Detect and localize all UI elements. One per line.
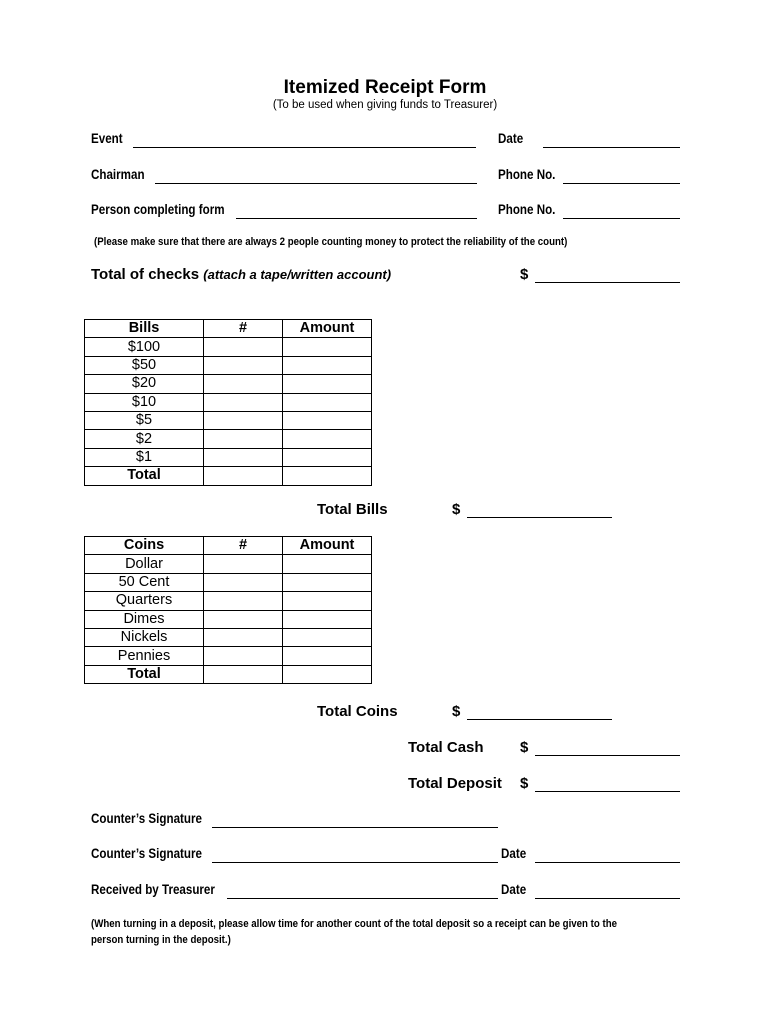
event-field[interactable]: [133, 147, 476, 148]
counter-signature-field-1[interactable]: [212, 827, 498, 828]
counter-date-field[interactable]: [535, 862, 680, 863]
coin-type: Dollar: [85, 555, 204, 573]
phone-label-2: Phone No.: [498, 202, 556, 217]
person-completing-field[interactable]: [236, 218, 477, 219]
bill-count-cell[interactable]: [204, 430, 283, 448]
bills-total-amount-cell[interactable]: [283, 467, 372, 485]
table-row: [85, 356, 372, 374]
bill-denomination: $10: [85, 393, 204, 411]
checks-total-label: [91, 266, 391, 283]
total-deposit-currency: $: [520, 775, 529, 792]
table-row: [85, 393, 372, 411]
deposit-note-line-1: (When turning in a deposit, please allow time for another count of the total deposit so a receipt can be given to the: [91, 918, 618, 930]
coin-count-cell[interactable]: [204, 573, 283, 591]
checks-total-field[interactable]: [535, 282, 680, 283]
event-label: Event: [91, 131, 123, 146]
bill-denomination: $50: [85, 356, 204, 374]
coins-total-amount-cell[interactable]: [283, 665, 372, 683]
table-row: [85, 647, 372, 665]
coin-count-cell[interactable]: [204, 628, 283, 646]
coin-amount-cell[interactable]: [283, 647, 372, 665]
coins-total-row: [85, 665, 372, 683]
bill-amount-cell[interactable]: [283, 375, 372, 393]
coins-total-count-cell[interactable]: [204, 665, 283, 683]
table-row: [85, 338, 372, 356]
bills-table: [84, 319, 372, 486]
total-bills-field[interactable]: [467, 517, 612, 518]
bill-count-cell[interactable]: [204, 411, 283, 429]
total-cash-currency: $: [520, 739, 529, 756]
bill-amount-cell[interactable]: [283, 430, 372, 448]
date-field[interactable]: [543, 147, 680, 148]
bills-header-row: [85, 320, 372, 338]
phone-field-2[interactable]: [563, 218, 680, 219]
coins-count-header: #: [204, 537, 283, 555]
bills-total-label: Total: [85, 467, 204, 485]
counter-signature-field-2[interactable]: [212, 862, 498, 863]
coin-amount-cell[interactable]: [283, 592, 372, 610]
bill-count-cell[interactable]: [204, 375, 283, 393]
date-label: Date: [498, 131, 524, 146]
bill-denomination: $1: [85, 448, 204, 466]
counter-signature-label-2: Counter’s Signature: [91, 846, 202, 861]
table-row: [85, 610, 372, 628]
table-row: [85, 411, 372, 429]
checks-label-text: Total of checks: [91, 266, 200, 283]
coin-amount-cell[interactable]: [283, 610, 372, 628]
form-title: Itemized Receipt Form: [283, 77, 487, 98]
coin-count-cell[interactable]: [204, 610, 283, 628]
person-completing-label: Person completing form: [91, 202, 225, 217]
coin-amount-cell[interactable]: [283, 573, 372, 591]
chairman-label: Chairman: [91, 167, 145, 182]
bill-amount-cell[interactable]: [283, 393, 372, 411]
coin-amount-cell[interactable]: [283, 555, 372, 573]
coins-table: [84, 536, 372, 684]
total-deposit-label: Total Deposit: [408, 775, 502, 792]
table-row: [85, 592, 372, 610]
bills-header: Bills: [85, 320, 204, 338]
table-row: [85, 430, 372, 448]
bill-count-cell[interactable]: [204, 356, 283, 374]
checks-currency: $: [520, 266, 529, 283]
coin-type: Pennies: [85, 647, 204, 665]
bill-count-cell[interactable]: [204, 393, 283, 411]
table-row: [85, 573, 372, 591]
coins-total-label: Total: [85, 665, 204, 683]
bill-denomination: $20: [85, 375, 204, 393]
coin-count-cell[interactable]: [204, 555, 283, 573]
received-by-treasurer-label: Received by Treasurer: [91, 882, 215, 897]
coin-count-cell[interactable]: [204, 592, 283, 610]
coin-count-cell[interactable]: [204, 647, 283, 665]
counter-date-label: Date: [501, 846, 527, 861]
total-deposit-field[interactable]: [535, 791, 680, 792]
phone-field[interactable]: [563, 183, 680, 184]
bills-amount-header: Amount: [283, 320, 372, 338]
coin-type: Nickels: [85, 628, 204, 646]
counting-note: (Please make sure that there are always 2 people counting money to protect the reliability of the count): [94, 236, 568, 248]
bill-amount-cell[interactable]: [283, 411, 372, 429]
coin-amount-cell[interactable]: [283, 628, 372, 646]
bill-amount-cell[interactable]: [283, 338, 372, 356]
bills-total-row: [85, 467, 372, 485]
received-by-treasurer-field[interactable]: [227, 898, 498, 899]
checks-hint: (attach a tape/written account): [203, 267, 392, 282]
bill-denomination: $2: [85, 430, 204, 448]
total-coins-currency: $: [452, 703, 461, 720]
bill-denomination: $100: [85, 338, 204, 356]
table-row: [85, 448, 372, 466]
total-coins-label: Total Coins: [317, 703, 398, 720]
bill-amount-cell[interactable]: [283, 356, 372, 374]
treasurer-date-label: Date: [501, 882, 527, 897]
total-cash-label: Total Cash: [408, 739, 484, 756]
chairman-field[interactable]: [155, 183, 477, 184]
deposit-note-line-2: person turning in the deposit.): [91, 934, 231, 946]
phone-label: Phone No.: [498, 167, 556, 182]
coins-amount-header: Amount: [283, 537, 372, 555]
total-bills-label: Total Bills: [317, 501, 388, 518]
bill-denomination: $5: [85, 411, 204, 429]
treasurer-date-field[interactable]: [535, 898, 680, 899]
coin-type: 50 Cent: [85, 573, 204, 591]
bills-count-header: #: [204, 320, 283, 338]
total-cash-field[interactable]: [535, 755, 680, 756]
counter-signature-label-1: Counter’s Signature: [91, 811, 202, 826]
table-row: [85, 628, 372, 646]
coin-type: Dimes: [85, 610, 204, 628]
bill-count-cell[interactable]: [204, 338, 283, 356]
coins-header-row: [85, 537, 372, 555]
total-coins-field[interactable]: [467, 719, 612, 720]
table-row: [85, 375, 372, 393]
form-subtitle: (To be used when giving funds to Treasurer): [272, 99, 498, 111]
bill-amount-cell[interactable]: [283, 448, 372, 466]
bills-total-count-cell[interactable]: [204, 467, 283, 485]
table-row: [85, 555, 372, 573]
bill-count-cell[interactable]: [204, 448, 283, 466]
coins-header: Coins: [85, 537, 204, 555]
total-bills-currency: $: [452, 501, 461, 518]
coin-type: Quarters: [85, 592, 204, 610]
